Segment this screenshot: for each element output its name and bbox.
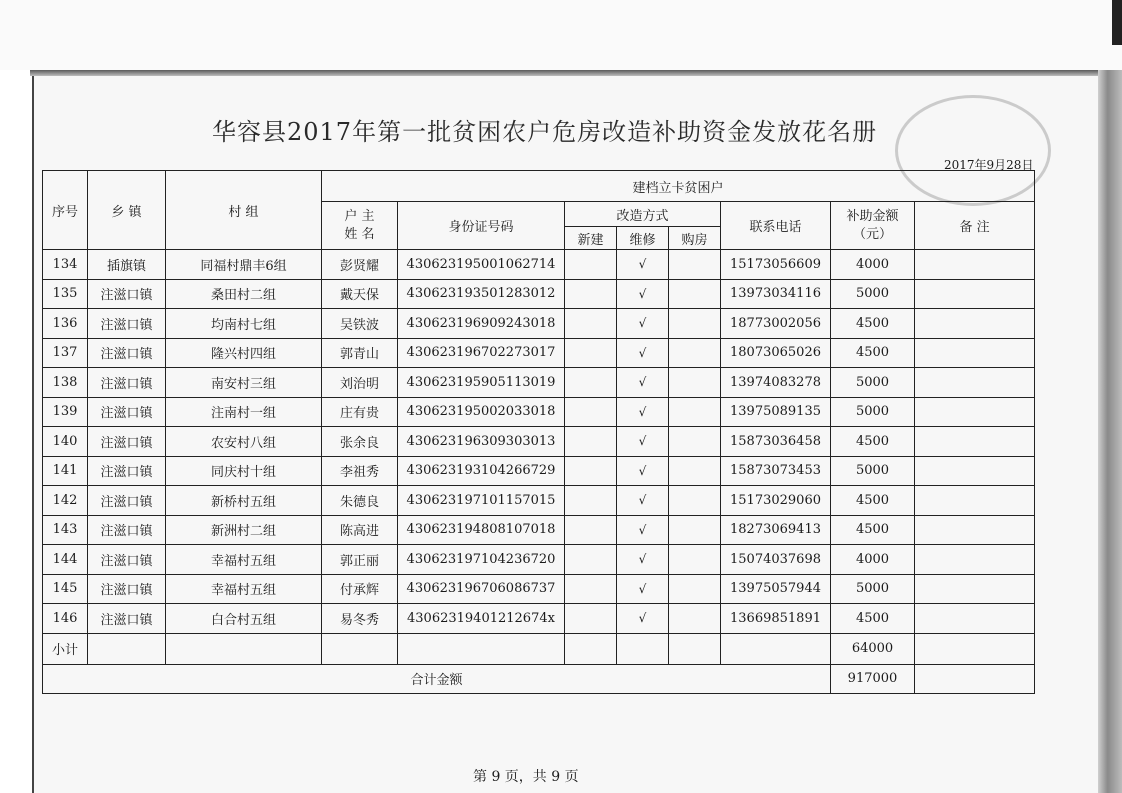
cell-purchase (669, 338, 721, 368)
cell-repair: √ (617, 456, 669, 486)
cell-phone: 15173029060 (721, 486, 831, 516)
table-row (43, 427, 1035, 457)
header-village: 村 组 (166, 171, 322, 250)
subtotal-label: 小计 (43, 633, 88, 664)
cell-seq: 145 (43, 574, 88, 604)
cell-amount: 4500 (831, 427, 915, 457)
cell-new-build (565, 309, 617, 339)
cell-note (915, 456, 1035, 486)
cell-amount: 4000 (831, 250, 915, 280)
cell-repair: √ (617, 515, 669, 545)
cell-purchase (669, 427, 721, 457)
cell-repair: √ (617, 397, 669, 427)
cell-phone: 15873036458 (721, 427, 831, 457)
cell-phone: 15074037698 (721, 545, 831, 575)
cell-seq: 143 (43, 515, 88, 545)
cell-new-build (565, 486, 617, 516)
cell-id: 430623195905113019 (398, 368, 565, 398)
cell-id: 430623196909243018 (398, 309, 565, 339)
cell-new-build (565, 250, 617, 280)
cell-owner: 郭青山 (322, 338, 398, 368)
cell-village: 桑田村二组 (166, 279, 322, 309)
header-phone: 联系电话 (721, 202, 831, 250)
total-row (43, 664, 1035, 693)
cell-purchase (669, 545, 721, 575)
cell-owner: 李祖秀 (322, 456, 398, 486)
cell-seq: 144 (43, 545, 88, 575)
cell-new-build (565, 456, 617, 486)
cell-village: 幸福村五组 (166, 545, 322, 575)
cell-repair: √ (617, 486, 669, 516)
cell-repair: √ (617, 368, 669, 398)
cell-village: 隆兴村四组 (166, 338, 322, 368)
document-title: 华容县2017年第一批贫困农户危房改造补助资金发放花名册 (212, 118, 878, 146)
cell-amount: 4500 (831, 309, 915, 339)
cell-seq: 138 (43, 368, 88, 398)
cell-id: 430623193104266729 (398, 456, 565, 486)
cell-phone: 15873073453 (721, 456, 831, 486)
cell-amount: 5000 (831, 456, 915, 486)
cell-amount: 4500 (831, 604, 915, 634)
document-date: 2017年9月28日 (944, 158, 1034, 172)
cell-note (915, 250, 1035, 280)
scan-corner-mark (1112, 0, 1122, 45)
cell-repair: √ (617, 574, 669, 604)
cell-seq: 139 (43, 397, 88, 427)
table-row (43, 250, 1035, 280)
cell-note (915, 486, 1035, 516)
cell-owner: 刘治明 (322, 368, 398, 398)
cell-owner: 戴天保 (322, 279, 398, 309)
cell-id: 430623193501283012 (398, 279, 565, 309)
table-row (43, 456, 1035, 486)
cell-village: 新洲村二组 (166, 515, 322, 545)
cell-seq: 146 (43, 604, 88, 634)
cell-new-build (565, 427, 617, 457)
cell-seq: 141 (43, 456, 88, 486)
cell-phone: 18273069413 (721, 515, 831, 545)
cell-town: 注滋口镇 (88, 427, 166, 457)
cell-purchase (669, 250, 721, 280)
cell-repair: √ (617, 309, 669, 339)
header-seq: 序号 (43, 171, 88, 250)
cell-seq: 137 (43, 338, 88, 368)
cell-new-build (565, 515, 617, 545)
cell-owner: 郭正丽 (322, 545, 398, 575)
cell-id: 430623197101157015 (398, 486, 565, 516)
cell-note (915, 604, 1035, 634)
cell-town: 注滋口镇 (88, 604, 166, 634)
cell-new-build (565, 368, 617, 398)
cell-note (915, 397, 1035, 427)
cell-amount: 4500 (831, 338, 915, 368)
cell-new-build (565, 545, 617, 575)
cell-phone: 18073065026 (721, 338, 831, 368)
header-registered-poor-household: 建档立卡贫困户 (322, 171, 1035, 202)
header-town: 乡 镇 (88, 171, 166, 250)
cell-purchase (669, 456, 721, 486)
cell-purchase (669, 486, 721, 516)
cell-town: 注滋口镇 (88, 545, 166, 575)
cell-owner: 付承辉 (322, 574, 398, 604)
scan-right-edge (1098, 70, 1122, 793)
cell-id: 430623195002033018 (398, 397, 565, 427)
header-owner-name: 户 主 姓 名 (322, 202, 398, 250)
cell-id: 430623196702273017 (398, 338, 565, 368)
cell-owner: 陈高进 (322, 515, 398, 545)
cell-repair: √ (617, 250, 669, 280)
cell-repair: √ (617, 427, 669, 457)
cell-purchase (669, 397, 721, 427)
subsidy-roster-table (42, 170, 1035, 694)
header-repair: 维修 (617, 227, 669, 250)
cell-town: 注滋口镇 (88, 338, 166, 368)
cell-village: 新桥村五组 (166, 486, 322, 516)
cell-town: 注滋口镇 (88, 368, 166, 398)
cell-village: 白合村五组 (166, 604, 322, 634)
cell-repair: √ (617, 604, 669, 634)
cell-village: 幸福村五组 (166, 574, 322, 604)
header-renovation-method: 改造方式 (565, 202, 721, 227)
cell-phone: 13975057944 (721, 574, 831, 604)
cell-village: 均南村七组 (166, 309, 322, 339)
table-row (43, 309, 1035, 339)
table-row (43, 604, 1035, 634)
subtotal-row (43, 633, 1035, 664)
cell-phone: 15173056609 (721, 250, 831, 280)
header-subsidy-amount: 补助金额 （元） (831, 202, 915, 250)
cell-id: 43062319401212674x (398, 604, 565, 634)
cell-purchase (669, 279, 721, 309)
header-id-number: 身份证号码 (398, 202, 565, 250)
cell-amount: 4000 (831, 545, 915, 575)
page-footer: 第 9 页，共 9 页 (473, 769, 579, 785)
cell-town: 注滋口镇 (88, 456, 166, 486)
cell-phone: 13669851891 (721, 604, 831, 634)
cell-note (915, 279, 1035, 309)
cell-note (915, 338, 1035, 368)
cell-town: 注滋口镇 (88, 515, 166, 545)
cell-village: 南安村三组 (166, 368, 322, 398)
cell-phone: 18773002056 (721, 309, 831, 339)
cell-phone: 13973034116 (721, 279, 831, 309)
cell-repair: √ (617, 338, 669, 368)
table-row (43, 515, 1035, 545)
cell-repair: √ (617, 545, 669, 575)
cell-town: 注滋口镇 (88, 279, 166, 309)
cell-new-build (565, 574, 617, 604)
cell-repair: √ (617, 279, 669, 309)
cell-owner: 易冬秀 (322, 604, 398, 634)
table-row (43, 368, 1035, 398)
cell-amount: 5000 (831, 574, 915, 604)
cell-purchase (669, 604, 721, 634)
cell-id: 430623195001062714 (398, 250, 565, 280)
header-note: 备 注 (915, 202, 1035, 250)
table-row (43, 486, 1035, 516)
cell-village: 同庆村十组 (166, 456, 322, 486)
cell-new-build (565, 604, 617, 634)
cell-note (915, 427, 1035, 457)
scan-margin-top (0, 0, 1122, 70)
cell-town: 注滋口镇 (88, 574, 166, 604)
total-amount: 917000 (831, 664, 915, 693)
cell-seq: 140 (43, 427, 88, 457)
cell-amount: 5000 (831, 279, 915, 309)
cell-purchase (669, 574, 721, 604)
cell-seq: 135 (43, 279, 88, 309)
cell-amount: 4500 (831, 515, 915, 545)
cell-owner: 吴铁波 (322, 309, 398, 339)
cell-purchase (669, 515, 721, 545)
table-row (43, 574, 1035, 604)
total-label: 合计金额 (43, 664, 831, 693)
table-row (43, 279, 1035, 309)
cell-id: 430623197104236720 (398, 545, 565, 575)
cell-note (915, 515, 1035, 545)
cell-owner: 张余良 (322, 427, 398, 457)
cell-village: 注南村一组 (166, 397, 322, 427)
cell-new-build (565, 397, 617, 427)
cell-town: 注滋口镇 (88, 309, 166, 339)
table-row (43, 338, 1035, 368)
cell-amount: 4500 (831, 486, 915, 516)
cell-new-build (565, 338, 617, 368)
cell-owner: 朱德良 (322, 486, 398, 516)
cell-note (915, 574, 1035, 604)
cell-seq: 134 (43, 250, 88, 280)
cell-seq: 142 (43, 486, 88, 516)
cell-amount: 5000 (831, 397, 915, 427)
cell-id: 430623196706086737 (398, 574, 565, 604)
cell-note (915, 545, 1035, 575)
cell-village: 农安村八组 (166, 427, 322, 457)
cell-note (915, 309, 1035, 339)
cell-owner: 彭贤耀 (322, 250, 398, 280)
cell-amount: 5000 (831, 368, 915, 398)
cell-purchase (669, 368, 721, 398)
table-row (43, 545, 1035, 575)
table-row (43, 397, 1035, 427)
cell-phone: 13975089135 (721, 397, 831, 427)
table-body (43, 250, 1035, 634)
subtotal-amount: 64000 (831, 633, 915, 664)
cell-note (915, 368, 1035, 398)
cell-owner: 庄有贵 (322, 397, 398, 427)
cell-phone: 13974083278 (721, 368, 831, 398)
cell-purchase (669, 309, 721, 339)
cell-town: 注滋口镇 (88, 397, 166, 427)
cell-new-build (565, 279, 617, 309)
header-new-build: 新建 (565, 227, 617, 250)
cell-id: 430623196309303013 (398, 427, 565, 457)
cell-village: 同福村鼎丰6组 (166, 250, 322, 280)
cell-id: 430623194808107018 (398, 515, 565, 545)
cell-town: 插旗镇 (88, 250, 166, 280)
header-purchase: 购房 (669, 227, 721, 250)
cell-town: 注滋口镇 (88, 486, 166, 516)
cell-seq: 136 (43, 309, 88, 339)
